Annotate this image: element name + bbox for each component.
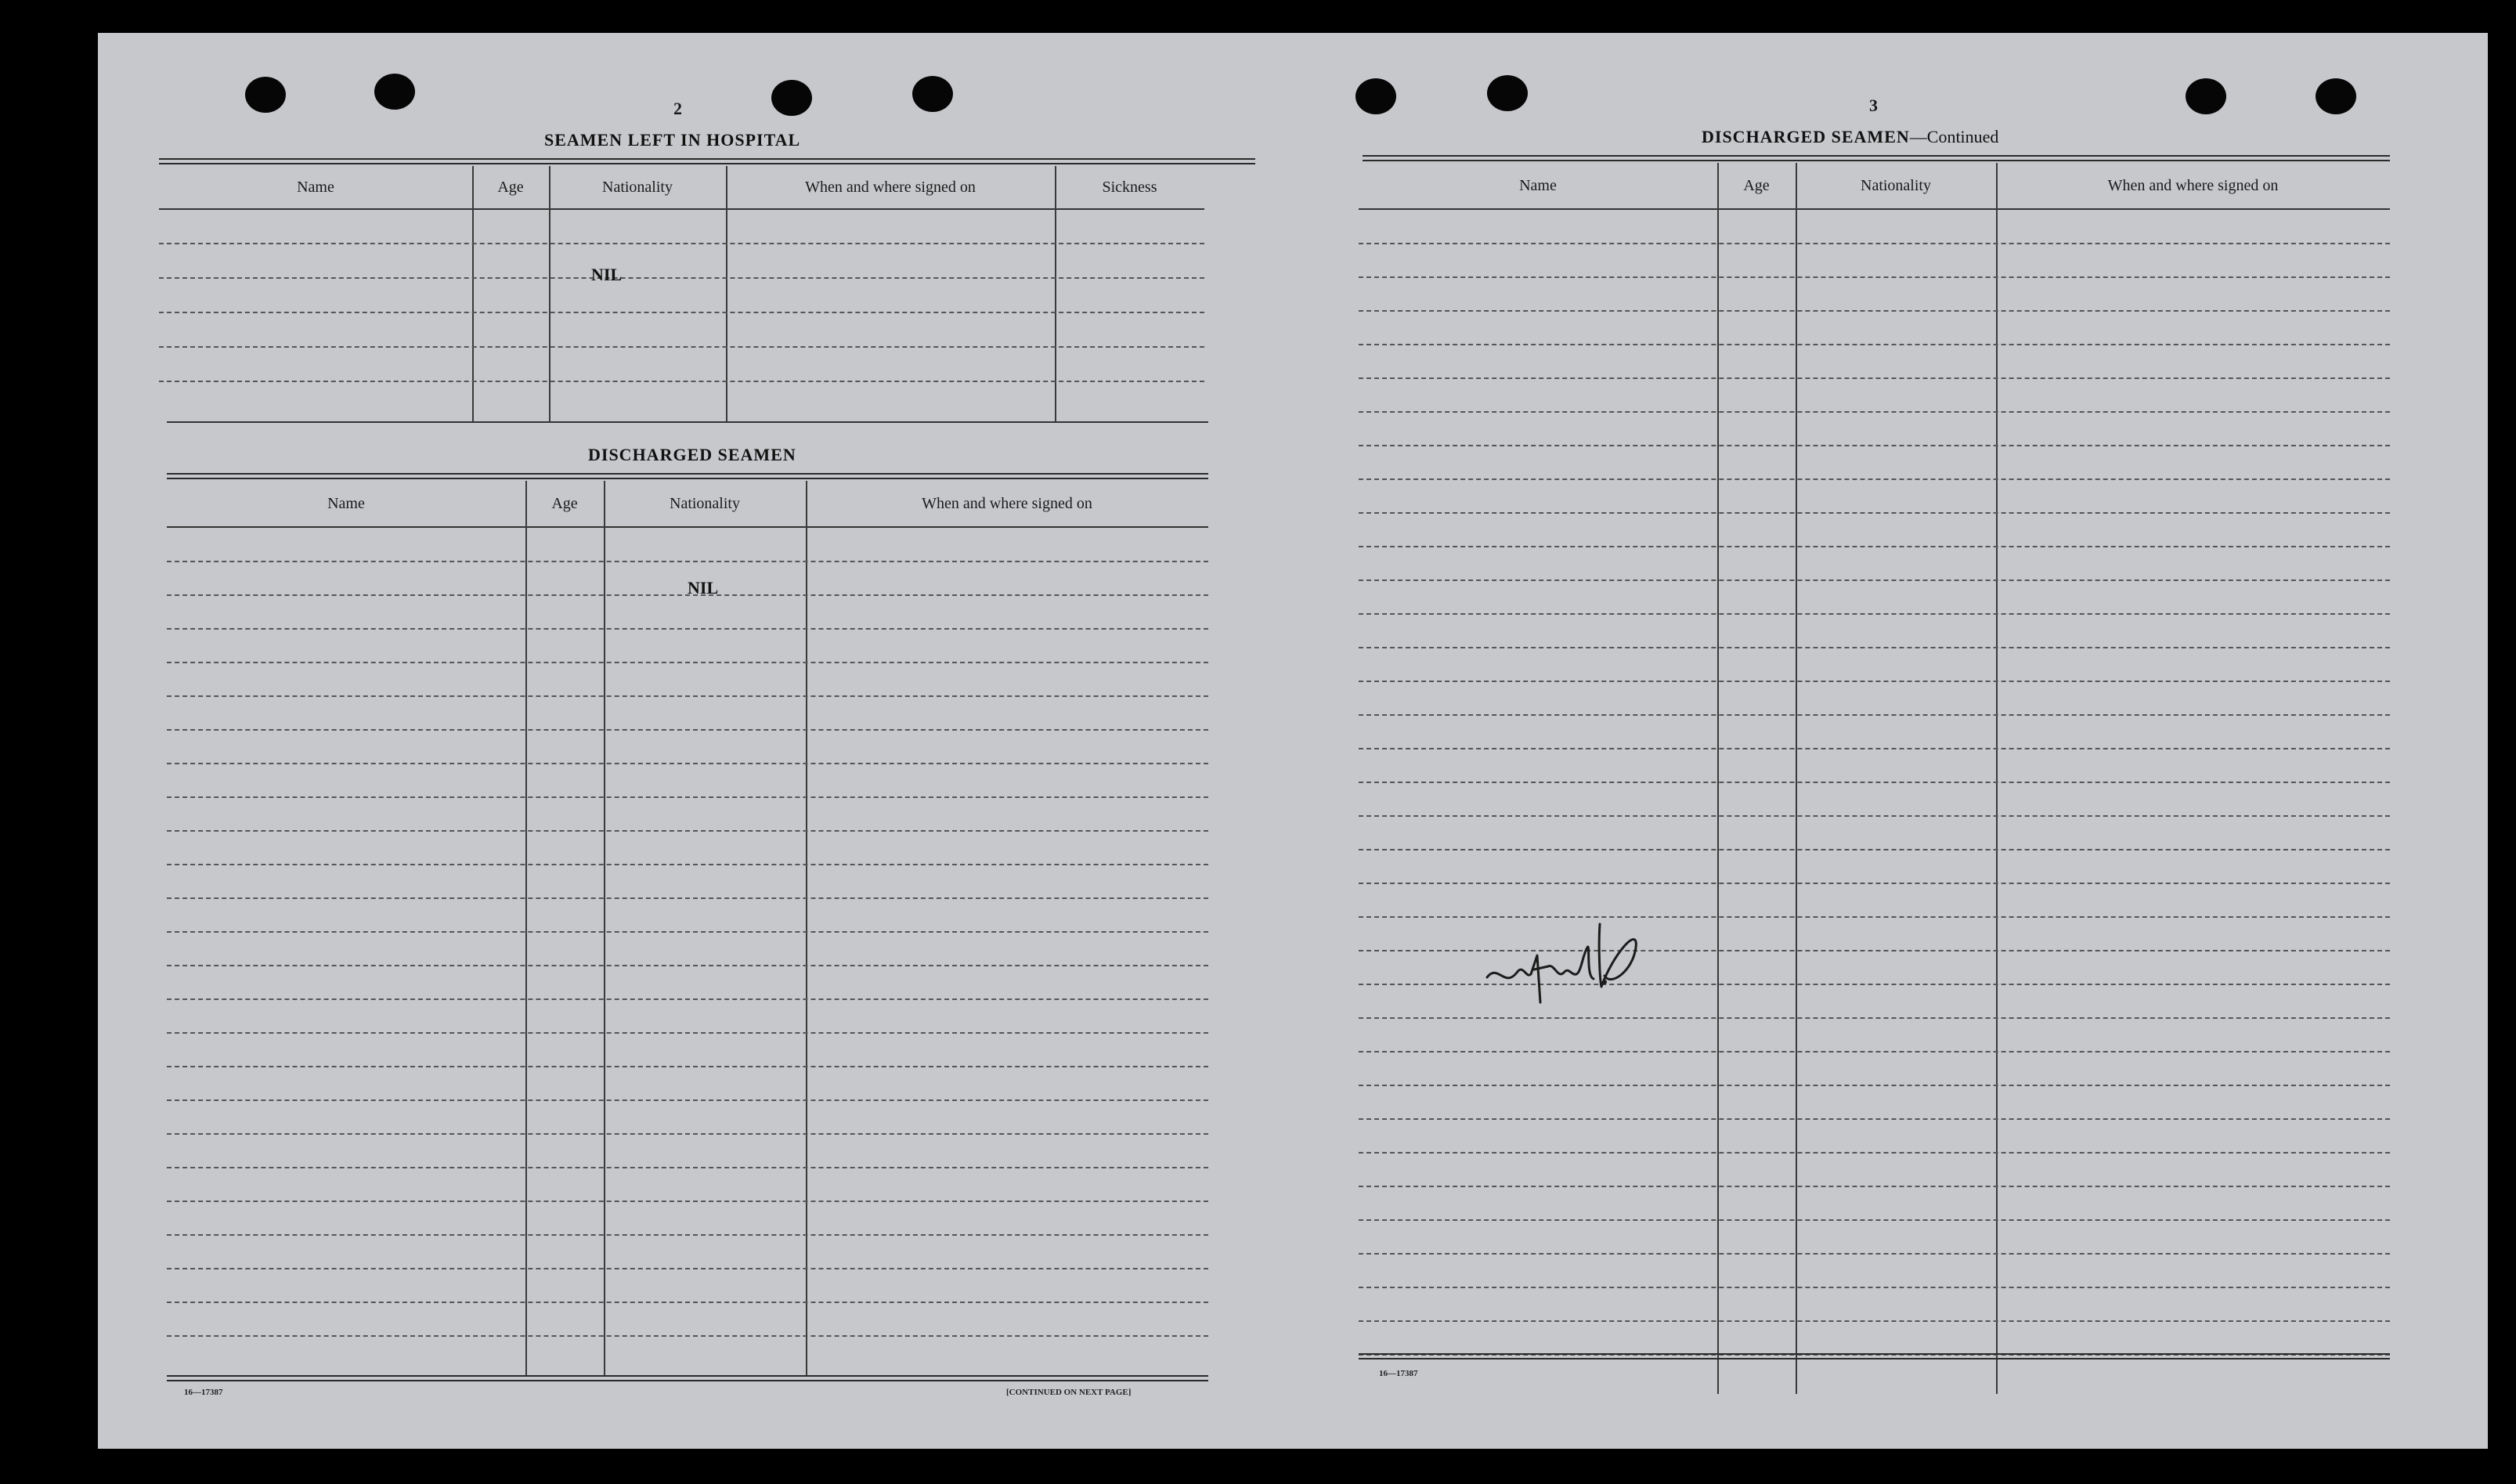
table-row bbox=[159, 346, 1204, 348]
table-row bbox=[1359, 411, 2390, 413]
column-divider bbox=[1717, 163, 1719, 1394]
continued-note: [CONTINUED ON NEXT PAGE] bbox=[1006, 1388, 1132, 1397]
table-row bbox=[1359, 1118, 2390, 1120]
document-page bbox=[98, 33, 2488, 1449]
table-row bbox=[1359, 377, 2390, 379]
table-row bbox=[1359, 1085, 2390, 1086]
punch-hole bbox=[374, 74, 415, 110]
form-code-left: 16—17387 bbox=[184, 1388, 223, 1397]
right-table-header bbox=[1359, 163, 2390, 210]
discharged-col-signed-on: When and where signed on bbox=[922, 494, 1092, 512]
right-col-age: Age bbox=[1743, 176, 1770, 194]
right-col-signed-on: When and where signed on bbox=[2107, 176, 2279, 194]
discharged-col-age: Age bbox=[551, 494, 578, 512]
table-row bbox=[159, 312, 1204, 313]
table-row bbox=[167, 1099, 1208, 1101]
table-row bbox=[167, 1133, 1208, 1135]
table-row bbox=[1359, 310, 2390, 312]
discharged-continued-title-main: DISCHARGED SEAMEN bbox=[1702, 127, 1910, 146]
hospital-table-header bbox=[159, 166, 1204, 210]
hospital-nil-entry: NIL bbox=[591, 265, 623, 284]
table-row bbox=[1359, 1320, 2390, 1322]
table-row bbox=[167, 1302, 1208, 1303]
table-row bbox=[167, 897, 1208, 899]
table-row bbox=[1359, 1253, 2390, 1255]
table-row bbox=[167, 1335, 1208, 1337]
table-row bbox=[1359, 478, 2390, 480]
table-row bbox=[1359, 883, 2390, 884]
hospital-col-sickness: Sickness bbox=[1102, 178, 1157, 196]
table-row bbox=[1359, 782, 2390, 783]
table-row bbox=[159, 381, 1204, 382]
column-divider bbox=[1055, 166, 1056, 423]
table-row bbox=[167, 561, 1208, 562]
table-row bbox=[167, 695, 1208, 697]
column-divider bbox=[1796, 163, 1797, 1394]
discharged-section-title: DISCHARGED SEAMEN bbox=[588, 445, 796, 464]
table-row bbox=[1359, 681, 2390, 682]
table-row bbox=[167, 662, 1208, 663]
discharged-table-right bbox=[1359, 163, 2390, 1394]
table-row bbox=[1359, 1219, 2390, 1221]
column-divider bbox=[806, 481, 807, 1375]
right-col-name: Name bbox=[1519, 176, 1557, 194]
table-row bbox=[167, 931, 1208, 933]
hospital-col-age: Age bbox=[497, 178, 524, 196]
table-row bbox=[1359, 512, 2390, 514]
table-row bbox=[167, 1234, 1208, 1236]
table-row bbox=[167, 998, 1208, 1000]
punch-hole bbox=[1487, 75, 1528, 111]
right-col-nationality: Nationality bbox=[1861, 176, 1931, 194]
column-divider bbox=[604, 481, 605, 1375]
table-row bbox=[167, 729, 1208, 731]
discharged-bottom-rule bbox=[167, 1375, 1208, 1381]
table-row bbox=[1359, 647, 2390, 648]
table-row bbox=[1359, 714, 2390, 716]
page-number-left: 2 bbox=[673, 99, 682, 118]
right-top-rule bbox=[1363, 155, 2390, 161]
table-row bbox=[1359, 276, 2390, 278]
hospital-section-title: SEAMEN LEFT IN HOSPITAL bbox=[544, 130, 801, 150]
hospital-table bbox=[159, 166, 1204, 423]
discharged-continued-title bbox=[1702, 127, 1998, 147]
hospital-bottom-rule bbox=[167, 421, 1208, 423]
table-row bbox=[167, 763, 1208, 764]
discharged-table-header bbox=[167, 481, 1208, 528]
table-row bbox=[159, 243, 1204, 244]
table-row bbox=[167, 1167, 1208, 1168]
table-row bbox=[1359, 546, 2390, 547]
column-divider bbox=[726, 166, 727, 423]
table-row bbox=[159, 277, 1204, 279]
table-row bbox=[1359, 580, 2390, 581]
punch-hole bbox=[2316, 78, 2356, 114]
hospital-col-nationality: Nationality bbox=[602, 178, 673, 196]
table-row bbox=[1359, 849, 2390, 850]
table-row bbox=[167, 864, 1208, 865]
table-row bbox=[167, 628, 1208, 630]
form-code-right: 16—17387 bbox=[1379, 1369, 1418, 1378]
table-row bbox=[1359, 243, 2390, 244]
hospital-col-signed-on: When and where signed on bbox=[805, 178, 976, 196]
table-row bbox=[1359, 613, 2390, 615]
table-row bbox=[1359, 344, 2390, 345]
punch-hole bbox=[771, 80, 812, 116]
table-row bbox=[167, 1268, 1208, 1269]
column-divider bbox=[549, 166, 550, 423]
discharged-continued-title-suffix: —Continued bbox=[1909, 127, 1999, 146]
table-row bbox=[167, 1032, 1208, 1034]
column-divider bbox=[472, 166, 474, 423]
page-number-right: 3 bbox=[1869, 96, 1878, 115]
table-row bbox=[1359, 1051, 2390, 1053]
table-row bbox=[1359, 1017, 2390, 1019]
discharged-col-name: Name bbox=[327, 494, 365, 512]
table-row bbox=[1359, 1186, 2390, 1187]
table-row bbox=[1359, 1152, 2390, 1154]
punch-hole bbox=[912, 76, 953, 112]
table-row bbox=[1359, 445, 2390, 446]
table-row bbox=[167, 1066, 1208, 1067]
discharged-table-left bbox=[167, 481, 1208, 1375]
discharged-nil-entry: NIL bbox=[688, 578, 719, 598]
hospital-top-rule bbox=[159, 158, 1255, 164]
table-row bbox=[167, 1201, 1208, 1202]
hospital-col-name: Name bbox=[297, 178, 334, 196]
column-divider bbox=[525, 481, 527, 1375]
table-row bbox=[1359, 815, 2390, 817]
table-row bbox=[167, 830, 1208, 832]
discharged-top-rule bbox=[167, 473, 1208, 479]
handwritten-signature bbox=[1482, 901, 1655, 1010]
punch-hole bbox=[1355, 78, 1396, 114]
table-row bbox=[167, 796, 1208, 798]
column-divider bbox=[1996, 163, 1998, 1394]
discharged-col-nationality: Nationality bbox=[670, 494, 740, 512]
table-row bbox=[167, 965, 1208, 966]
punch-hole bbox=[245, 77, 286, 113]
table-row bbox=[1359, 748, 2390, 749]
right-bottom-rule bbox=[1359, 1353, 2390, 1359]
table-row bbox=[1359, 1287, 2390, 1288]
punch-hole bbox=[2186, 78, 2226, 114]
